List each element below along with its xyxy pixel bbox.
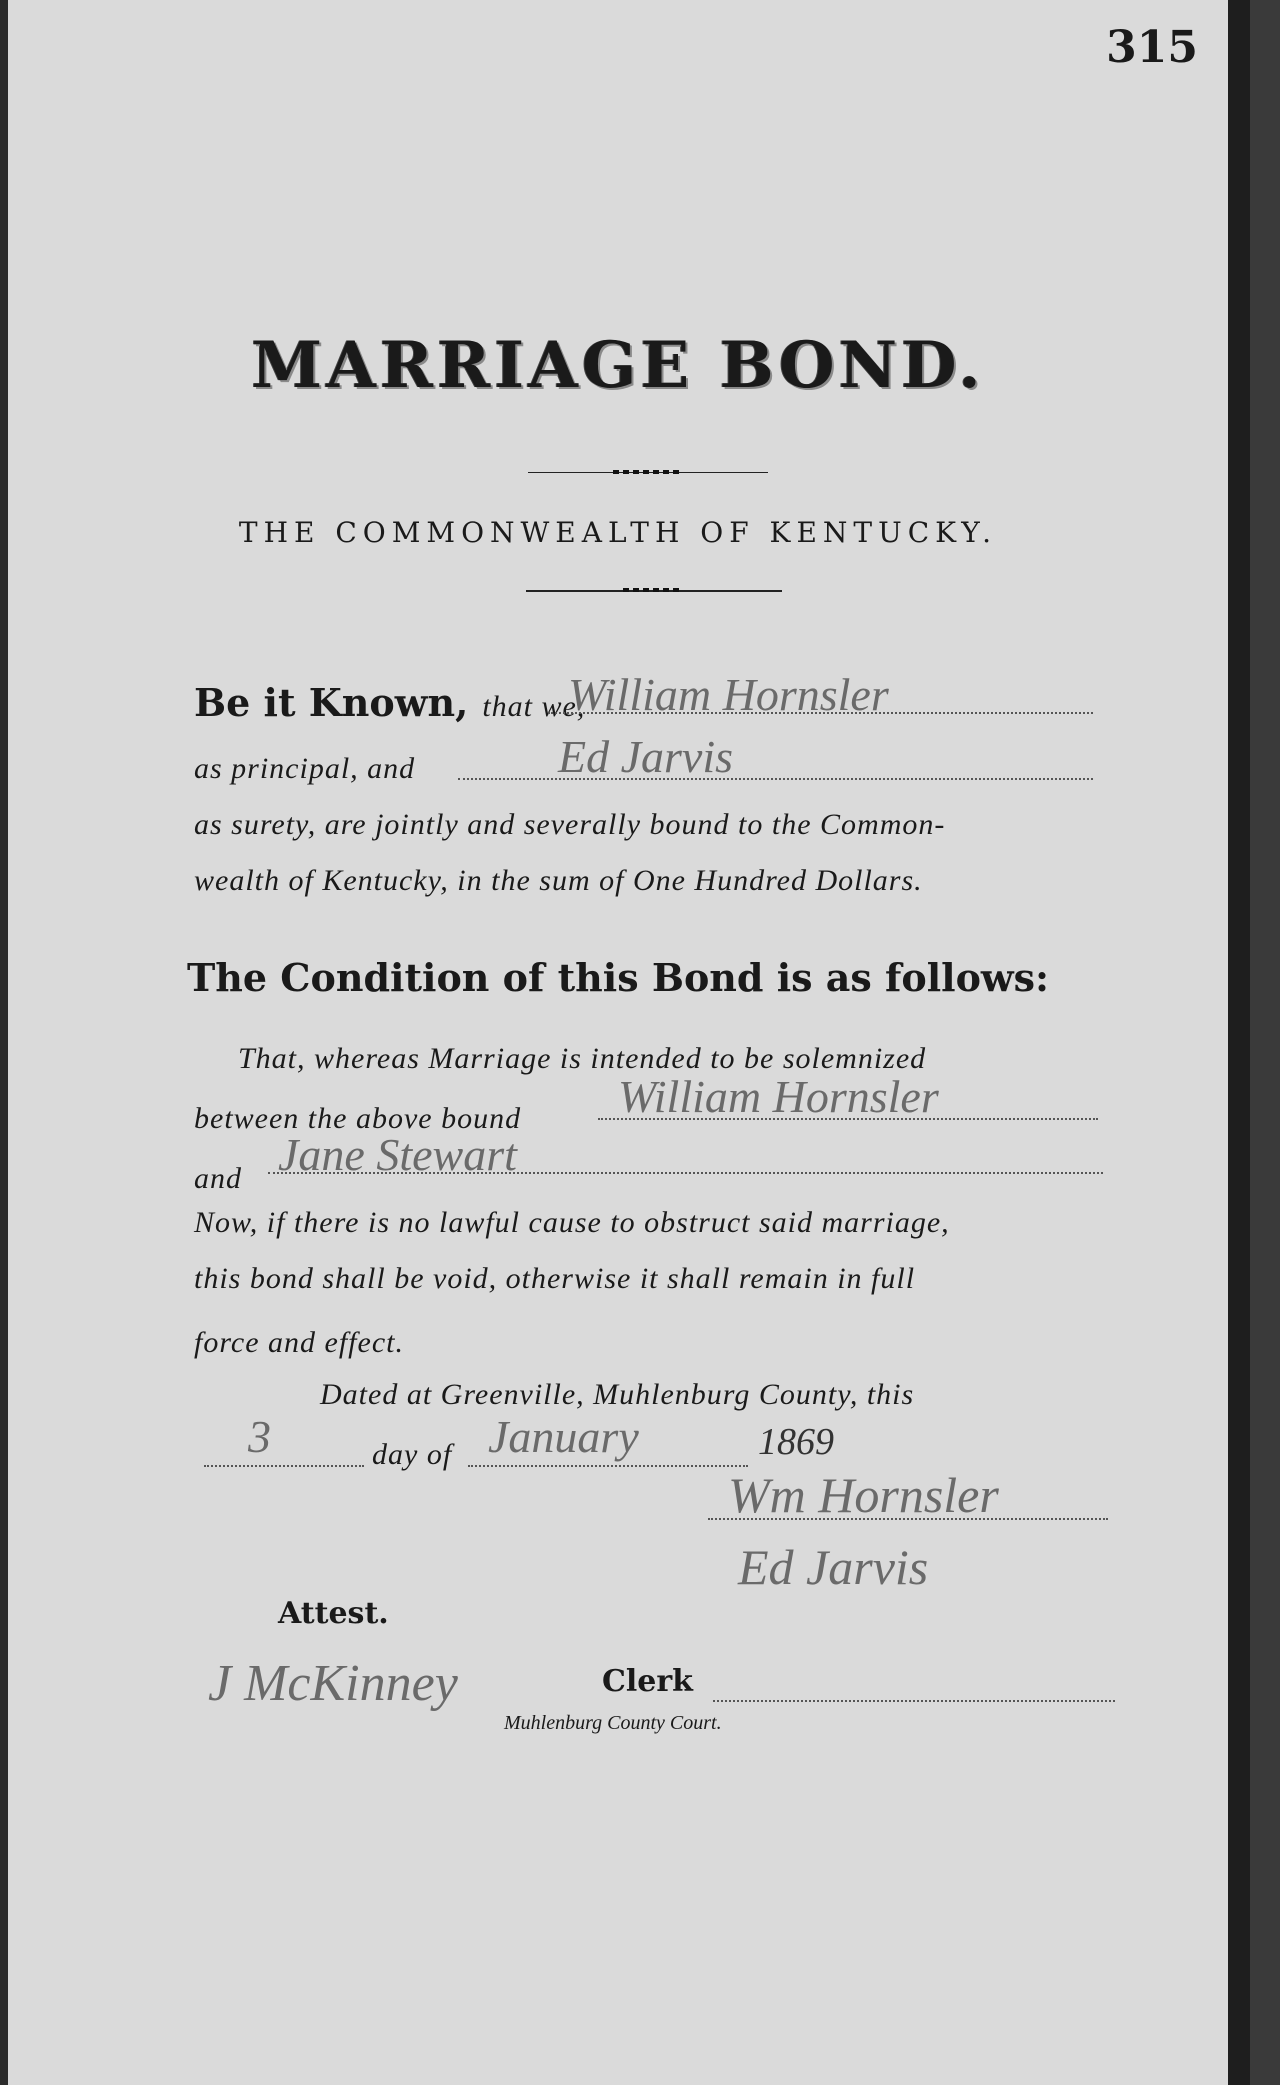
condition-between-text: between the above bound [194, 1102, 522, 1135]
subtitle-divider-ornament [623, 588, 683, 592]
preamble-text-1: that we, [482, 690, 586, 723]
condition-heading: The Condition of this Bond is as follows: [186, 955, 1050, 1000]
month-value: January [488, 1411, 639, 1462]
surety-name-line [458, 778, 1093, 780]
groom-name: William Hornsler [618, 1071, 939, 1122]
preamble-line-1 [194, 680, 585, 725]
title-divider-ornament [613, 470, 683, 474]
day-value: 3 [248, 1411, 271, 1462]
dated-text: Dated at Greenville, Muhlenburg County, this [320, 1378, 915, 1411]
commonwealth-heading: THE COMMONWEALTH OF KENTUCKY. [238, 516, 998, 549]
day-of-text: day of [372, 1438, 453, 1471]
attest-label: Attest. [278, 1596, 389, 1631]
condition-line-1: That, whereas Marriage is intended to be solemnized [238, 1042, 927, 1075]
condition-line-5: this bond shall be void, otherwise it shall remain in full [194, 1262, 916, 1295]
condition-line-4: Now, if there is no lawful cause to obstruct said marriage, [194, 1206, 950, 1239]
clerk-label: Clerk [602, 1664, 693, 1699]
principal-signature: Wm Hornsler [728, 1467, 999, 1523]
surety-name: Ed Jarvis [558, 731, 734, 782]
principal-name: William Hornsler [568, 669, 889, 720]
condition-and-text: and [194, 1162, 242, 1195]
day-value-line [204, 1465, 364, 1467]
surety-signature: Ed Jarvis [738, 1539, 929, 1595]
month-value-line [468, 1465, 748, 1467]
year-value: 1869 [758, 1421, 834, 1463]
preamble-lead: Be it Known, [194, 680, 469, 725]
document-title: MARRIAGE BOND. [251, 328, 985, 403]
bride-name: Jane Stewart [278, 1129, 517, 1180]
preamble-text-3: as surety, are jointly and severally bound to the Common- [194, 808, 946, 841]
court-name: Muhlenburg County Court. [504, 1712, 722, 1734]
clerk-signature-line [713, 1700, 1115, 1702]
clerk-signature: J McKinney [208, 1655, 458, 1712]
condition-line-6: force and effect. [194, 1326, 404, 1359]
page-number: 315 [1106, 22, 1198, 73]
preamble-text-4: wealth of Kentucky, in the sum of One Hundred Dollars. [194, 864, 923, 897]
preamble-text-2: as principal, and [194, 752, 416, 785]
